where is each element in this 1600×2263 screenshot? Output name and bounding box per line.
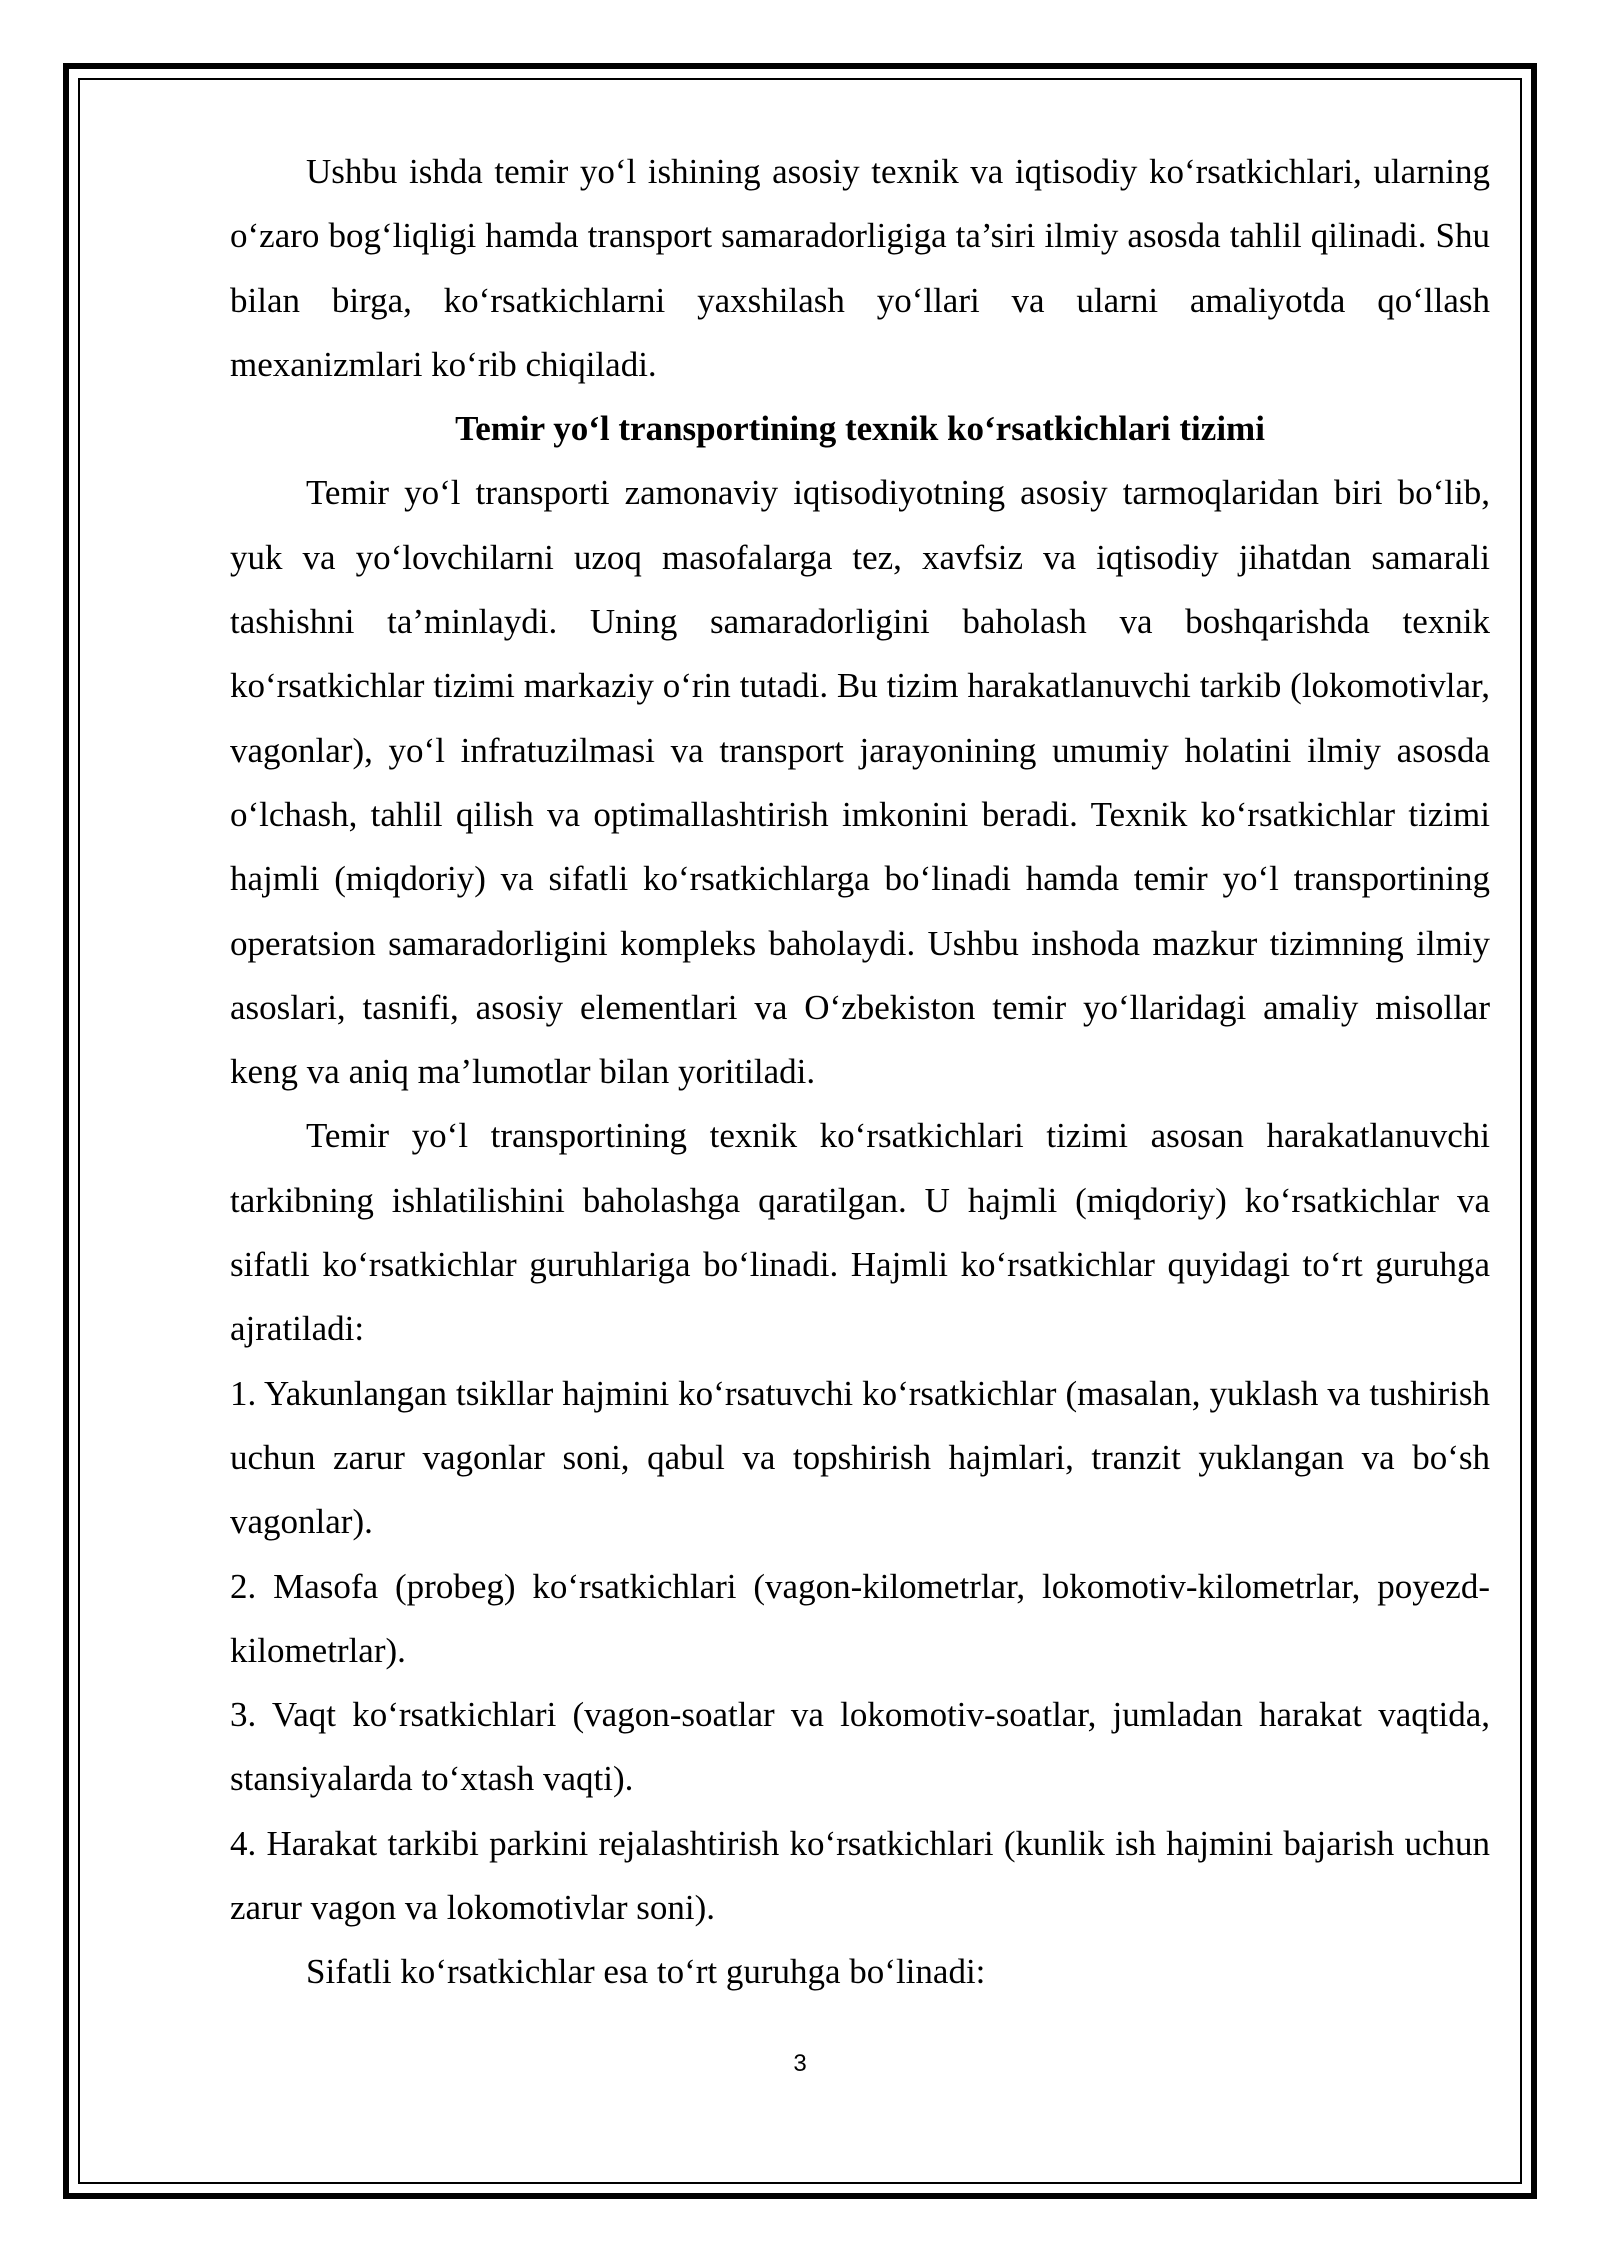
body-paragraph-2: Temir yo‘l transportining texnik ko‘rsatkichlari tizimi asosan harakatlanuvchi tarkibning ishlatilishini baholashga qaratilgan. U hajmli (miqdoriy) ko‘rsatkichlar va sifatli ko‘rsatkichlar guruhlariga bo‘linadi. Hajmli ko‘rsatkichlar quyidagi to‘rt guruhga ajratiladi: [230,1116,1490,1349]
intro-paragraph: Ushbu ishda temir yo‘l ishining asosiy texnik va iqtisodiy ko‘rsatkichlari, ularning o‘zaro bog‘liqligi hamda transport samaradorligiga ta’siri ilmiy asosda tahlil qilinadi. Shu bilan birga, ko‘rsatkichlarni yaxshilash yo‘llari va ularni amaliyotda qo‘llash mexanizmlari ko‘rib chiqiladi. [230,152,1490,384]
list-item-2: 2. Masofa (probeg) ko‘rsatkichlari (vagon-kilometrlar, lokomotiv-kilometrlar, poyezd-kilometrlar). [230,1566,1490,1670]
body-paragraph-1: Temir yo‘l transporti zamonaviy iqtisodiyotning asosiy tarmoqlaridan biri bo‘lib, yuk va yo‘lovchilarni uzoq masofalarga tez, xavfsiz va iqtisodiy jihatdan samarali tashishni ta’minlaydi. Uning samaradorligini baholash va boshqarishda texnik ko‘rsatkichlar tizimi markaziy o‘rin tutadi. Bu tizim harakatlanuvchi tarkib (lokomotivlar, vagonlar), yo‘l infratuzilmasi va transport jarayonining umumiy holatini ilmiy asosda o‘lchash, tahlil qilish va optimallashtirish imkonini beradi. Texnik ko‘rsatkichlar tizimi hajmli (miqdoriy) va sifatli ko‘rsatkichlarga bo‘linadi hamda temir yo‘l transportining operatsion samaradorligini kompleks baholaydi. Ushbu inshoda mazkur tizimning ilmiy asoslari, tasnifi, asosiy elementlari va O‘zbekiston temir yo‘llaridagi amaliy misollar keng va aniq ma’lumotlar bilan yoritiladi. [230,473,1490,1092]
document-body [230,140,1490,2005]
body-paragraph-3: Sifatli ko‘rsatkichlar esa to‘rt guruhga bo‘linadi: [306,1952,986,1992]
list-item-4: 4. Harakat tarkibi parkini rejalashtirish ko‘rsatkichlari (kunlik ish hajmini bajarish uchun zarur vagon va lokomotivlar soni). [230,1823,1490,1928]
list-item-3: 3. Vaqt ko‘rsatkichlari (vagon-soatlar va lokomotiv-soatlar, jumladan harakat vaqtida, stansiyalarda to‘xtash vaqti). [230,1695,1490,1799]
page-number: 3 [793,2050,807,2077]
section-heading: Temir yo‘l transportining texnik ko‘rsatkichlari tizimi [455,409,1265,449]
list-item-1: 1. Yakunlangan tsikllar hajmini ko‘rsatuvchi ko‘rsatkichlar (masalan, yuklash va tushirish uchun zarur vagonlar soni, qabul va topshirish hajmlari, tranzit yuklangan va bo‘sh vagonlar). [230,1373,1490,1542]
